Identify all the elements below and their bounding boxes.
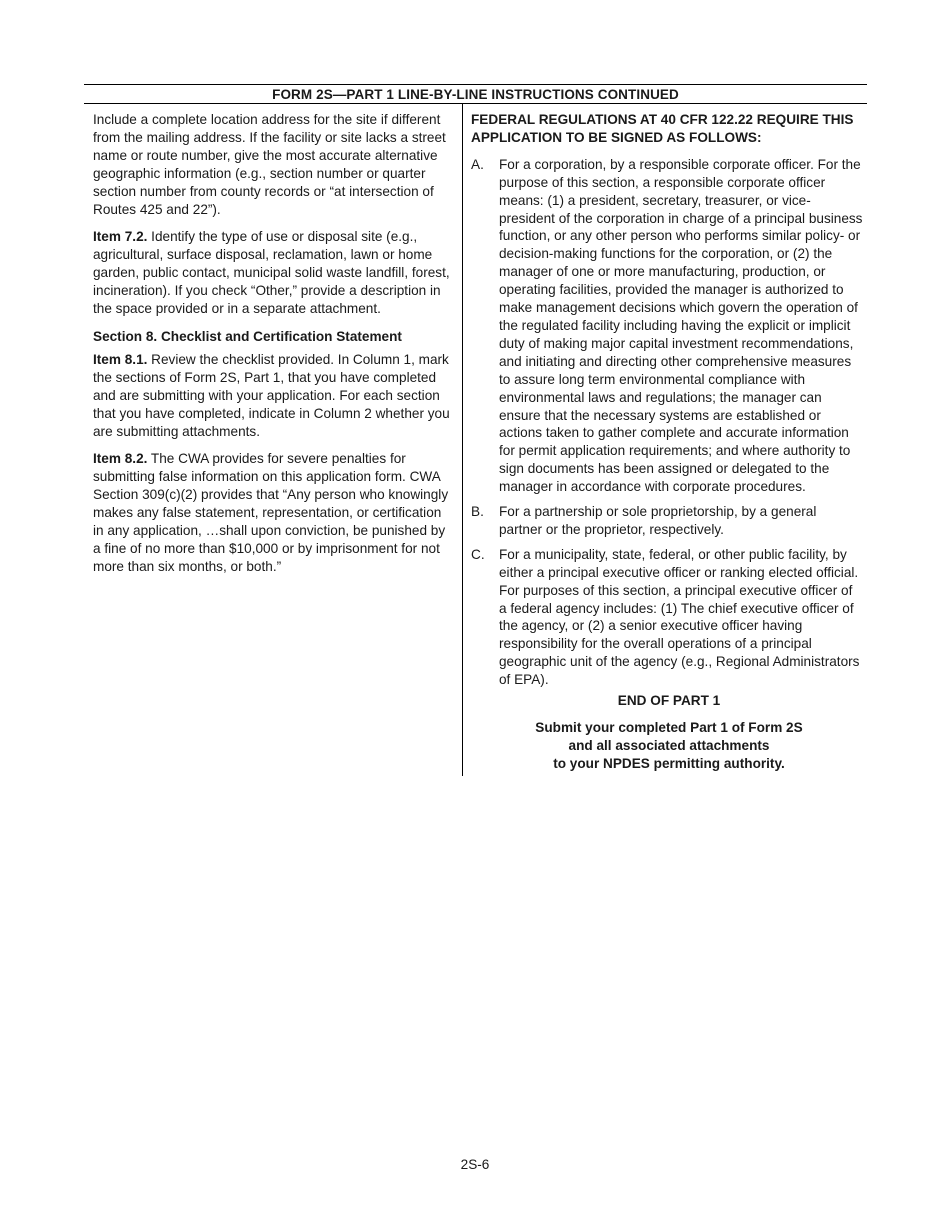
list-item bbox=[471, 503, 863, 539]
list-item-letter: C. bbox=[471, 546, 485, 562]
location-address-paragraph: Include a complete location address for the site if different from the mailing address. If the facility or site lacks a street name or route number, give the most accurate alternative geographic information (e.g., section number or quarter section number from county records or “at intersection of Routes 425 and 22”). bbox=[93, 112, 446, 217]
list-item-letter: A. bbox=[471, 156, 484, 172]
item-7-2-paragraph bbox=[93, 228, 454, 318]
item-8-1-label: Item 8.1. bbox=[93, 351, 148, 367]
right-column bbox=[463, 104, 867, 776]
two-column-body bbox=[84, 104, 867, 776]
item-8-2-text: The CWA provides for severe penalties for submitting false information on this application form. CWA Section 309(c)(2) provides that “Any person who knowingly makes any false statement, representation, or certification in any application, …shall upon conviction, be punished by a fine of no more than $10,000 or by imprisonment for not more than six months, or both.” bbox=[93, 451, 449, 574]
page-title: FORM 2S—PART 1 LINE-BY-LINE INSTRUCTIONS CONTINUED bbox=[84, 84, 867, 104]
document-page bbox=[84, 84, 867, 776]
page-number: 2S-6 bbox=[460, 1157, 490, 1172]
list-item-letter: B. bbox=[471, 504, 484, 520]
regulations-heading: FEDERAL REGULATIONS AT 40 CFR 122.22 REQUIRE THIS APPLICATION TO BE SIGNED AS FOLLOWS: bbox=[471, 112, 854, 145]
item-7-2-label: Item 7.2. bbox=[93, 229, 148, 245]
list-item-text: For a municipality, state, federal, or other public facility, by either a principal executive officer or ranking elected official. For purposes of this section, a principal executive officer of a federal agency includes: (1) The chief executive officer of the agency, or (2) a senior executive officer having responsibility for the overall operations of a principal geographic unit of the agency (e.g., Regional Administrators of EPA). bbox=[499, 546, 860, 688]
item-7-2-text: Identify the type of use or disposal site (e.g., agricultural, surface disposal, reclamation, lawn or home garden, public contact, municipal solid waste landfill, forest, incineration). If you check “Other,” provide a description in the space provided or in a separate attachment. bbox=[93, 229, 450, 317]
item-8-1-paragraph bbox=[93, 351, 454, 441]
submit-line: Submit your completed Part 1 of Form 2S bbox=[535, 720, 803, 735]
left-column bbox=[84, 104, 463, 776]
list-item bbox=[471, 156, 863, 496]
item-8-2-label: Item 8.2. bbox=[93, 451, 148, 467]
item-8-2-paragraph bbox=[93, 450, 454, 575]
list-item-text: For a corporation, by a responsible corporate officer. For the purpose of this section, a responsible corporate officer means: (1) a president, secretary, treasurer, or vice-president of the corporation in charge of a principal business function, or any other person who performs similar policy- or decision-making functions for the corporation, or (2) the manager of one or more manufacturing, production, or operating facilities, provided the manager is authorized to make management decisions which govern the operation of the regulated facility including having the explicit or implicit duty of making major capital investment recommendations, and initiating and directing other comprehensive measures to assure long term environmental compliance with environmental laws and regulations; the manager can ensure that the necessary systems are established or actions taken to gather complete and accurate information for permit application requirements; and where authority to sign documents has been assigned or delegated to the manager in accordance with corporate procedures. bbox=[499, 156, 863, 495]
end-of-part-label: END OF PART 1 bbox=[617, 693, 721, 709]
submit-line: to your NPDES permitting authority. bbox=[553, 755, 785, 771]
submit-instructions bbox=[471, 719, 863, 776]
section-8-heading: Section 8. Checklist and Certification Statement bbox=[93, 328, 402, 344]
item-8-1-text: Review the checklist provided. In Column 1, mark the sections of Form 2S, Part 1, that you have completed and are submitting with your application. For each section that you have completed, indicate in Column 2 whether you are submitting attachments. bbox=[93, 351, 450, 439]
list-item-text: For a partnership or sole proprietorship, by a general partner or the proprietor, respectively. bbox=[499, 504, 817, 537]
submit-line: and all associated attachments bbox=[568, 737, 770, 753]
list-item bbox=[471, 546, 863, 689]
